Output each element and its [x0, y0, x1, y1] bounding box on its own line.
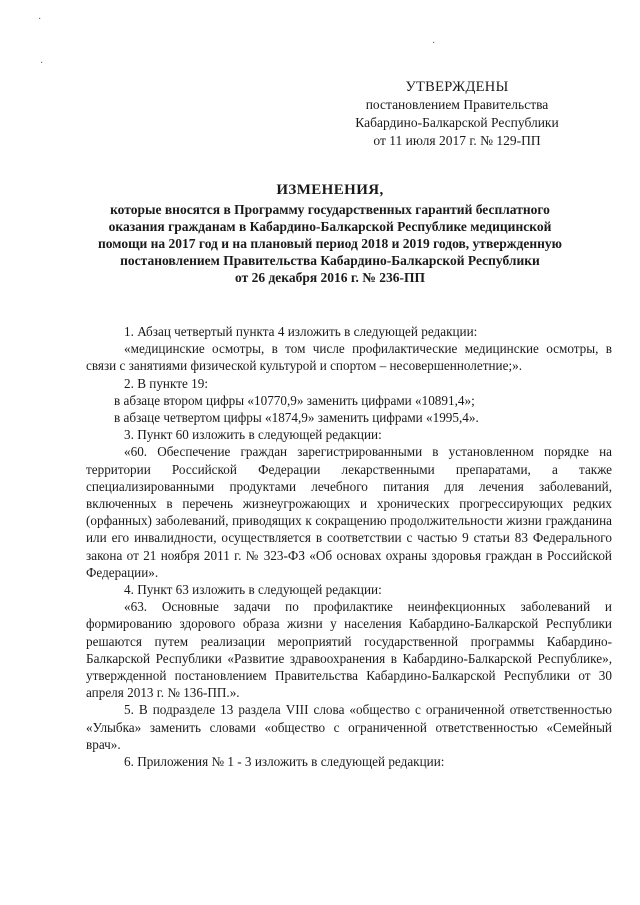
- paragraph: 1. Абзац четвертый пункта 4 изложить в следующей редакции:: [124, 324, 478, 339]
- scan-dot: ·: [38, 14, 42, 25]
- paragraph: в абзаце втором цифры «10770,9» заменить цифрами «10891,4»;: [114, 392, 475, 408]
- paragraph: 2. В пункте 19:: [124, 375, 208, 391]
- paragraph: «медицинские осмотры, в том числе профилактические медицинские осмотры, в связи с занятиями физической культурой и спортом – несовершеннолетние;».: [86, 341, 612, 374]
- title-line: оказания гражданам в Кабардино-Балкарской Республике медицинской: [108, 219, 552, 234]
- paragraph: 3. Пункт 60 изложить в следующей редакции:: [124, 427, 382, 443]
- approval-line: от 11 июля 2017 г. № 129-ПП: [373, 133, 541, 148]
- paragraph: 6. Приложения № 1 - 3 изложить в следующей редакции:: [124, 754, 445, 770]
- scan-dot: ·: [432, 38, 436, 49]
- title-main: ИЗМЕНЕНИЯ,: [276, 182, 384, 198]
- paragraph: 5. В подразделе 13 раздела VIII слова «общество с ограниченной ответственностью «Улыбка» заменить словами «общество с ограниченной ответственностью «Семейный врач».: [86, 702, 612, 752]
- approval-line: Кабардино-Балкарской Республики: [355, 115, 559, 130]
- title-line: от 26 декабря 2016 г. № 236-ПП: [235, 270, 425, 285]
- paragraph: 4. Пункт 63 изложить в следующей редакции:: [124, 582, 382, 598]
- paragraph: «63. Основные задачи по профилактике неинфекционных заболеваний и формированию здорового образа жизни у населения Кабардино-Балкарской Республики решаются путем реализации мероприятий государственной программы Кабардино-Балкарской Республики «Развитие здравоохранения в Кабардино-Балкарской Республике», утвержденной постановлением Правительства Кабардино-Балкарской Республики от 30 апреля 2013 г. № 136-ПП.».: [86, 599, 612, 701]
- paragraph: «60. Обеспечение граждан зарегистрированными в установленном порядке на территории Российской Федерации лекарственными препаратами, а также специализированными продуктами лечебного питания для лечения заболеваний, включенных в перечень жизнеугрожающих и хронических прогрессирующих редких (орфанных) заболеваний, приводящих к сокращению продолжительности жизни гражданина или его инвалидности, осуществляется в соответствии с частью 9 статьи 83 Федерального закона от 21 ноября 2011 г. № 323-ФЗ «Об основах охраны здоровья граждан в Российской Федерации».: [86, 444, 612, 580]
- title-line: которые вносятся в Программу государственных гарантий бесплатного: [110, 202, 550, 217]
- approval-line: постановлением Правительства: [365, 97, 549, 112]
- title-line: помощи на 2017 год и на плановый период 2018 и 2019 годов, утвержденную: [98, 236, 562, 251]
- paragraph: в абзаце четвертом цифры «1874,9» заменить цифрами «1995,4».: [114, 410, 479, 426]
- title-line: постановлением Правительства Кабардино-Балкарской Республики: [120, 253, 540, 268]
- approval-stamp: [322, 78, 592, 150]
- scan-dot: ·: [40, 58, 44, 69]
- document-body: [86, 323, 612, 770]
- approval-heading: УТВЕРЖДЕНЫ: [405, 79, 509, 95]
- document-title: [60, 182, 600, 286]
